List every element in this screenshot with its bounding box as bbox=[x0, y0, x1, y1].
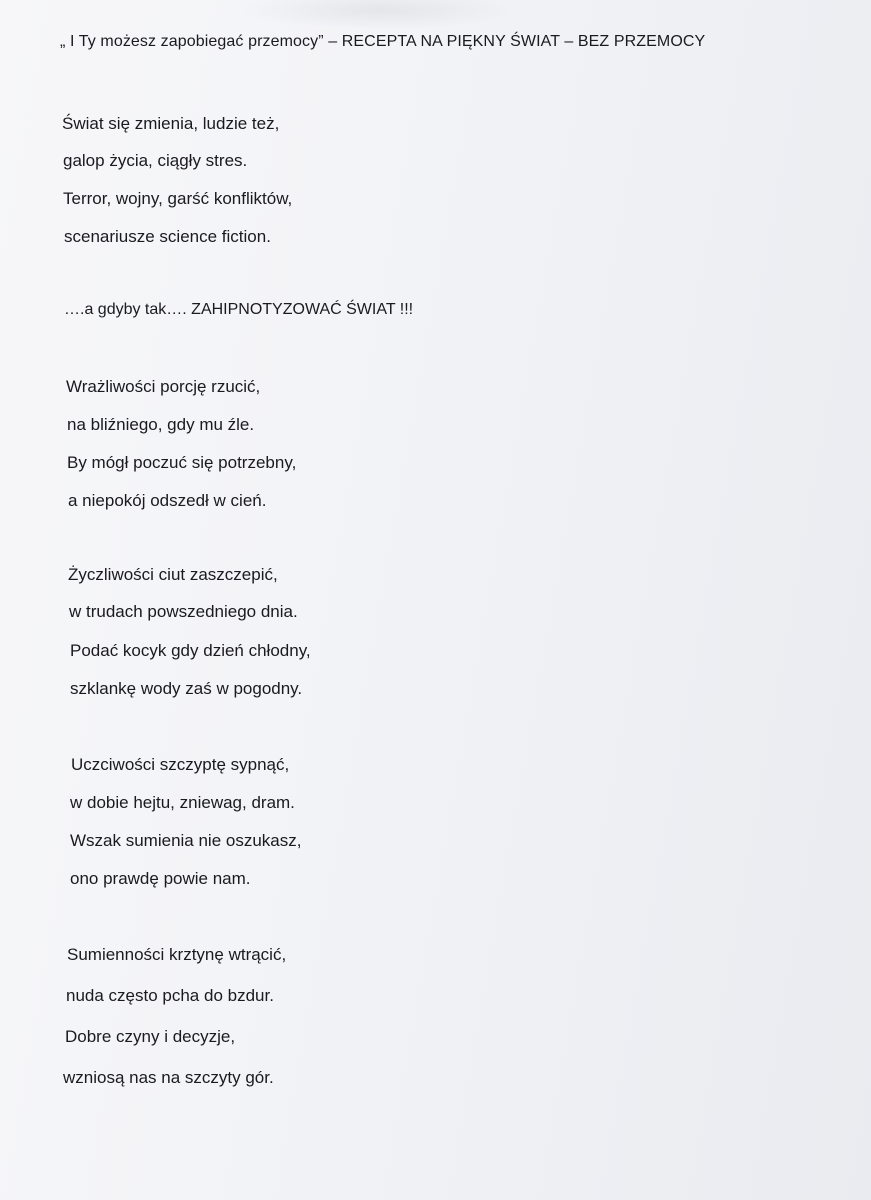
stanza-3-line-2: na bliźniego, gdy mu źle. bbox=[67, 415, 255, 434]
stanza-5-line-3: Wszak sumienia nie oszukasz, bbox=[70, 831, 302, 850]
bleed-through-shadow bbox=[240, 0, 520, 30]
stanza-4-line-2: w trudach powszedniego dnia. bbox=[69, 602, 298, 621]
stanza-1-line-2: galop życia, ciągły stres. bbox=[63, 151, 248, 170]
stanza-6-line-1: Sumienności krztynę wtrącić, bbox=[67, 945, 287, 964]
stanza-2-line-1: ….a gdyby tak…. ZAHIPNOTYZOWAĆ ŚWIAT !!! bbox=[64, 301, 414, 318]
stanza-1-line-1: Świat się zmienia, ludzie też, bbox=[62, 114, 280, 133]
document-title: „ I Ty możesz zapobiegać przemocy” – RECEPTA NA PIĘKNY ŚWIAT – BEZ PRZEMOCY bbox=[60, 33, 706, 50]
stanza-3-line-1: Wrażliwości porcję rzucić, bbox=[66, 377, 261, 396]
stanza-6-line-3: Dobre czyny i decyzje, bbox=[65, 1027, 236, 1046]
stanza-5-line-4: ono prawdę powie nam. bbox=[70, 869, 251, 888]
stanza-4-line-1: Życzliwości ciut zaszczepić, bbox=[68, 565, 278, 584]
stanza-6-line-2: nuda często pcha do bzdur. bbox=[66, 986, 274, 1005]
stanza-4-line-4: szklankę wody zaś w pogodny. bbox=[70, 679, 303, 698]
stanza-1-line-3: Terror, wojny, garść konfliktów, bbox=[63, 189, 293, 208]
stanza-3-line-4: a niepokój odszedł w cień. bbox=[68, 491, 267, 510]
stanza-6-line-4: wzniosą nas na szczyty gór. bbox=[63, 1068, 274, 1087]
stanza-4-line-3: Podać kocyk gdy dzień chłodny, bbox=[70, 641, 311, 660]
stanza-5-line-1: Uczciwości szczyptę sypnąć, bbox=[71, 755, 290, 774]
stanza-5-line-2: w dobie hejtu, zniewag, dram. bbox=[70, 793, 295, 812]
stanza-3-line-3: By mógł poczuć się potrzebny, bbox=[67, 453, 297, 472]
stanza-1-line-4: scenariusze science fiction. bbox=[64, 227, 271, 246]
